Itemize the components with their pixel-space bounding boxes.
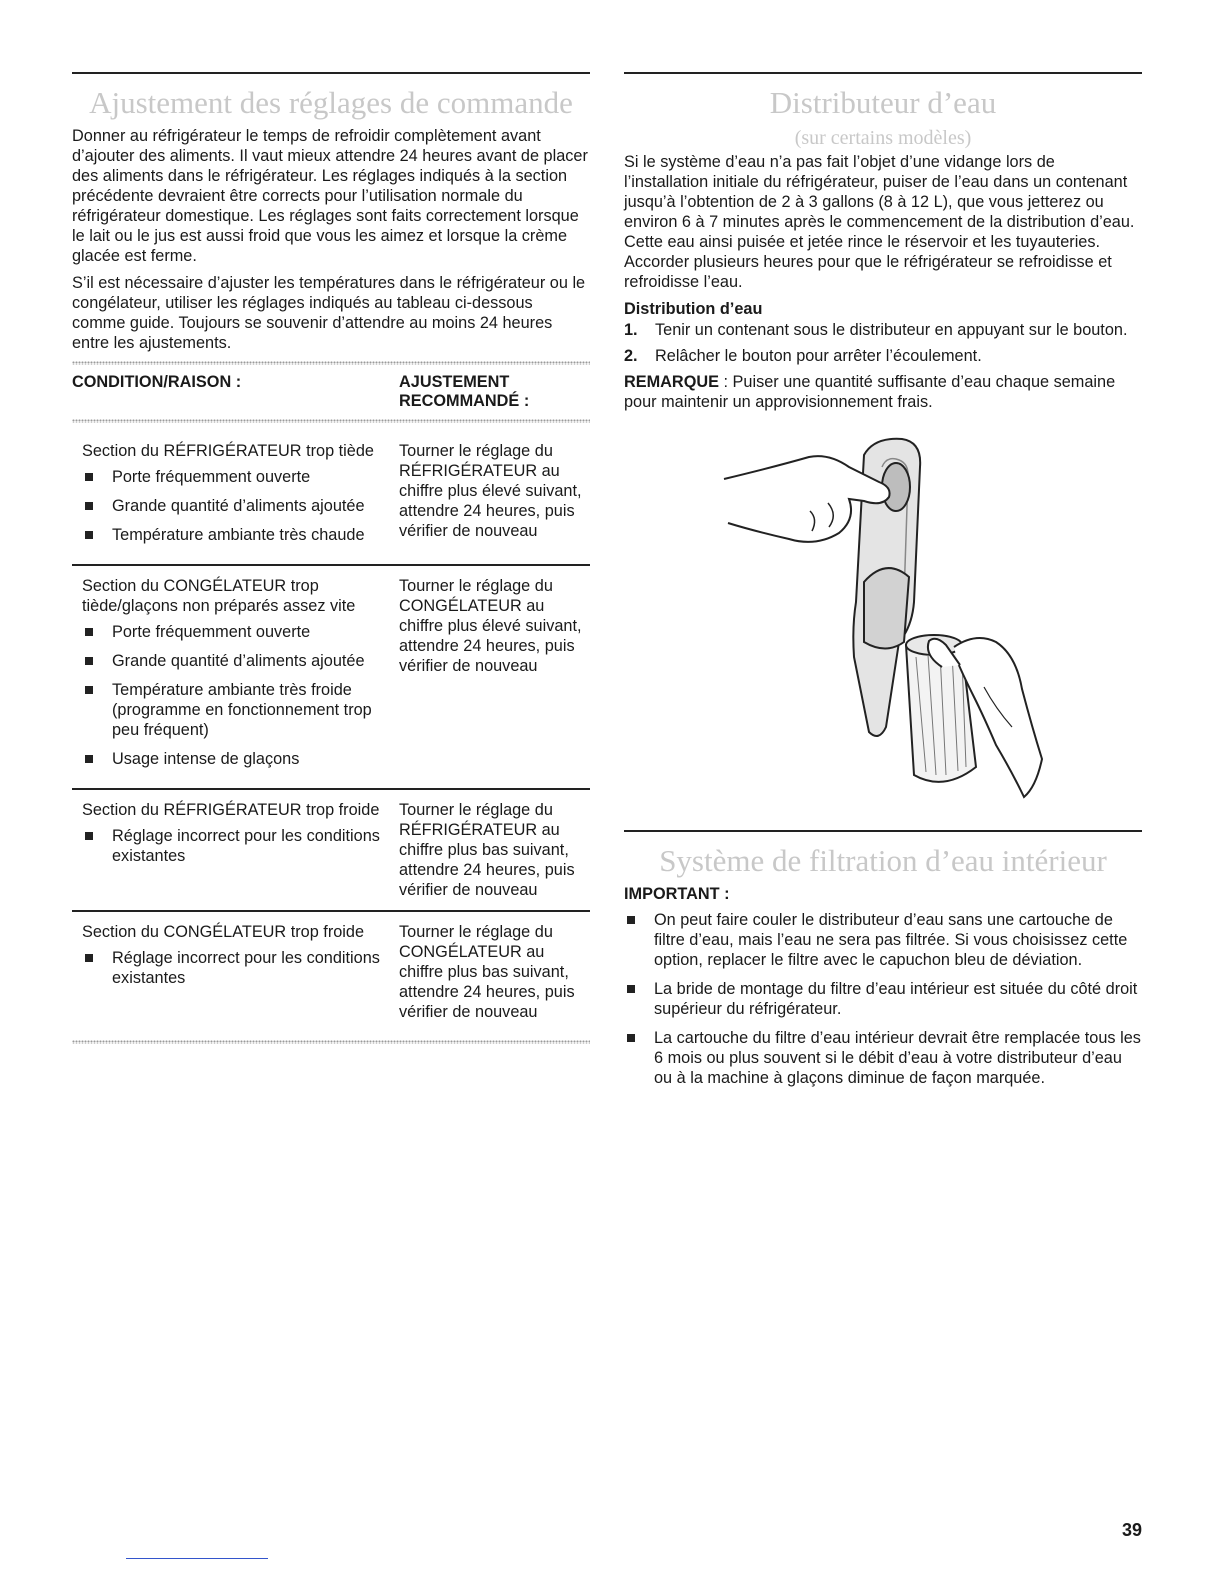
adjustment-cell: Tourner le réglage du CONGÉLATEUR au chiffre plus bas suivant, attendre 24 heures, puis vérifier de nouveau (399, 923, 575, 1021)
reason-item: Porte fréquemment ouverte (82, 467, 399, 487)
important-label: IMPORTANT : (624, 885, 730, 903)
table-row (72, 788, 590, 910)
header-adjustment: AJUSTEMENT RECOMMANDÉ : (399, 373, 530, 410)
table-bottom-border (72, 1040, 590, 1044)
step-number: 1. (624, 321, 638, 339)
page-number: 39 (1121, 1520, 1142, 1540)
condition-text: Section du CONGÉLATEUR trop tiède/glaçons non préparés assez vite (82, 577, 356, 615)
section-rule (624, 72, 1142, 74)
reason-item: Porte fréquemment ouverte (82, 622, 399, 642)
filter-list (624, 910, 1142, 1088)
adjustment-cell: Tourner le réglage du RÉFRIGÉRATEUR au chiffre plus bas suivant, attendre 24 heures, puis vérifier de nouveau (399, 801, 575, 899)
reason-item: Grande quantité d’aliments ajoutée (82, 651, 399, 671)
settings-table (72, 431, 590, 1032)
table-row (72, 431, 590, 564)
reason-item: Température ambiante très chaude (82, 525, 399, 545)
condition-text: Section du RÉFRIGÉRATEUR trop froide (82, 801, 380, 819)
filter-section-title: Système de filtration d’eau intérieur (659, 843, 1107, 878)
filter-item: La cartouche du filtre d’eau intérieur devrait être remplacée tous les 6 mois ou plus souvent si le débit d’eau à votre distributeur d’eau ou à la machine à glaçons diminue de façon marquée. (624, 1028, 1142, 1088)
note-text: : Puiser une quantité suffisante d’eau chaque semaine pour maintenir un approvisionnement frais. (624, 373, 1116, 411)
table-header (72, 373, 590, 411)
note-label: REMARQUE (624, 373, 719, 391)
step-number: 2. (624, 347, 638, 365)
dispenser-section-subtitle: (sur certains modèles) (794, 127, 972, 149)
section-rule (624, 830, 1142, 832)
reason-list (82, 622, 399, 769)
filter-item: La bride de montage du filtre d’eau intérieur est située du côté droit supérieur du réfrigérateur. (624, 979, 1142, 1019)
adjustment-cell: Tourner le réglage du RÉFRIGÉRATEUR au chiffre plus élevé suivant, attendre 24 heures, puis vérifier de nouveau (399, 442, 582, 540)
reason-item: Réglage incorrect pour les conditions existantes (82, 826, 399, 866)
reason-list (82, 826, 399, 866)
reason-list (82, 948, 399, 988)
section-rule (72, 72, 590, 74)
dispenser-section-title: Distributeur d’eau (769, 85, 997, 120)
dispense-steps (624, 320, 1142, 366)
dispenser-intro-paragraph: Si le système d’eau n’a pas fait l’objet d’une vidange lors de l’installation initiale du réfrigérateur, puiser de l’eau dans un contenant jusqu’à l’obtention de 2 à 3 gallons (8 à 12 L), que vous jetterez ou environ 6 à 7 minutes après le commencement de la distribution d’eau. Cette eau ainsi puisée et jetée rince le réservoir et les tuyauteries. Accorder plusieurs heures pour que le réfrigérateur se refroidisse et refroidisse l’eau. (624, 153, 1135, 291)
condition-cell (82, 576, 399, 778)
header-condition: CONDITION/RAISON : (72, 373, 242, 391)
step-text: Tenir un contenant sous le distributeur en appuyant sur le bouton. (655, 321, 1128, 339)
intro-paragraph: Donner au réfrigérateur le temps de refroidir complètement avant d’ajouter des aliments. Il vaut mieux attendre 24 heures avant de placer des aliments dans le réfrigérateur. Les réglages indiqués à la section précédente devraient être corrects pour l’utilisation normale du réfrigérateur domestique. Les réglages sont faits correctement lorsque le lait ou le jus est aussi froid que vous les aimez et lorsque la crème glacée est ferme. (72, 127, 588, 265)
step-item (624, 320, 1142, 340)
condition-text: Section du RÉFRIGÉRATEUR trop tiède (82, 442, 374, 460)
step-text: Relâcher le bouton pour arrêter l’écoulement. (655, 347, 982, 365)
table-row (72, 564, 590, 788)
controls-section-title: Ajustement des réglages de commande (89, 85, 573, 120)
condition-cell (82, 441, 399, 554)
guide-paragraph: S’il est nécessaire d’ajuster les températures dans le réfrigérateur ou le congélateur, utiliser les réglages indiqués au tableau ci-dessous comme guide. Toujours se souvenir d’attendre au moins 24 heures entre les ajustements. (72, 274, 586, 352)
right-column (624, 72, 1142, 1097)
footer-line (126, 1558, 268, 1559)
note-paragraph (624, 372, 1142, 412)
dispense-heading: Distribution d’eau (624, 300, 763, 318)
reason-item: Température ambiante très froide (programme en fonctionnement trop peu fréquent) (82, 680, 399, 740)
dispenser-illustration (624, 427, 1142, 807)
condition-text: Section du CONGÉLATEUR trop froide (82, 923, 365, 941)
condition-cell (82, 800, 399, 900)
table-row (72, 910, 590, 1032)
adjustment-cell: Tourner le réglage du CONGÉLATEUR au chiffre plus élevé suivant, attendre 24 heures, puis vérifier de nouveau (399, 577, 582, 675)
left-column (72, 72, 590, 1052)
reason-item: Grande quantité d’aliments ajoutée (82, 496, 399, 516)
step-item (624, 346, 1142, 366)
condition-cell (82, 922, 399, 1022)
table-header-border (72, 419, 590, 423)
reason-list (82, 467, 399, 545)
reason-item: Usage intense de glaçons (82, 749, 399, 769)
table-top-border (72, 361, 590, 365)
reason-item: Réglage incorrect pour les conditions existantes (82, 948, 399, 988)
filter-item: On peut faire couler le distributeur d’eau sans une cartouche de filtre d’eau, mais l’eau ne sera pas filtrée. Si vous choisissez cette option, replacer le filtre avec le capuchon bleu de déviation. (624, 910, 1142, 970)
